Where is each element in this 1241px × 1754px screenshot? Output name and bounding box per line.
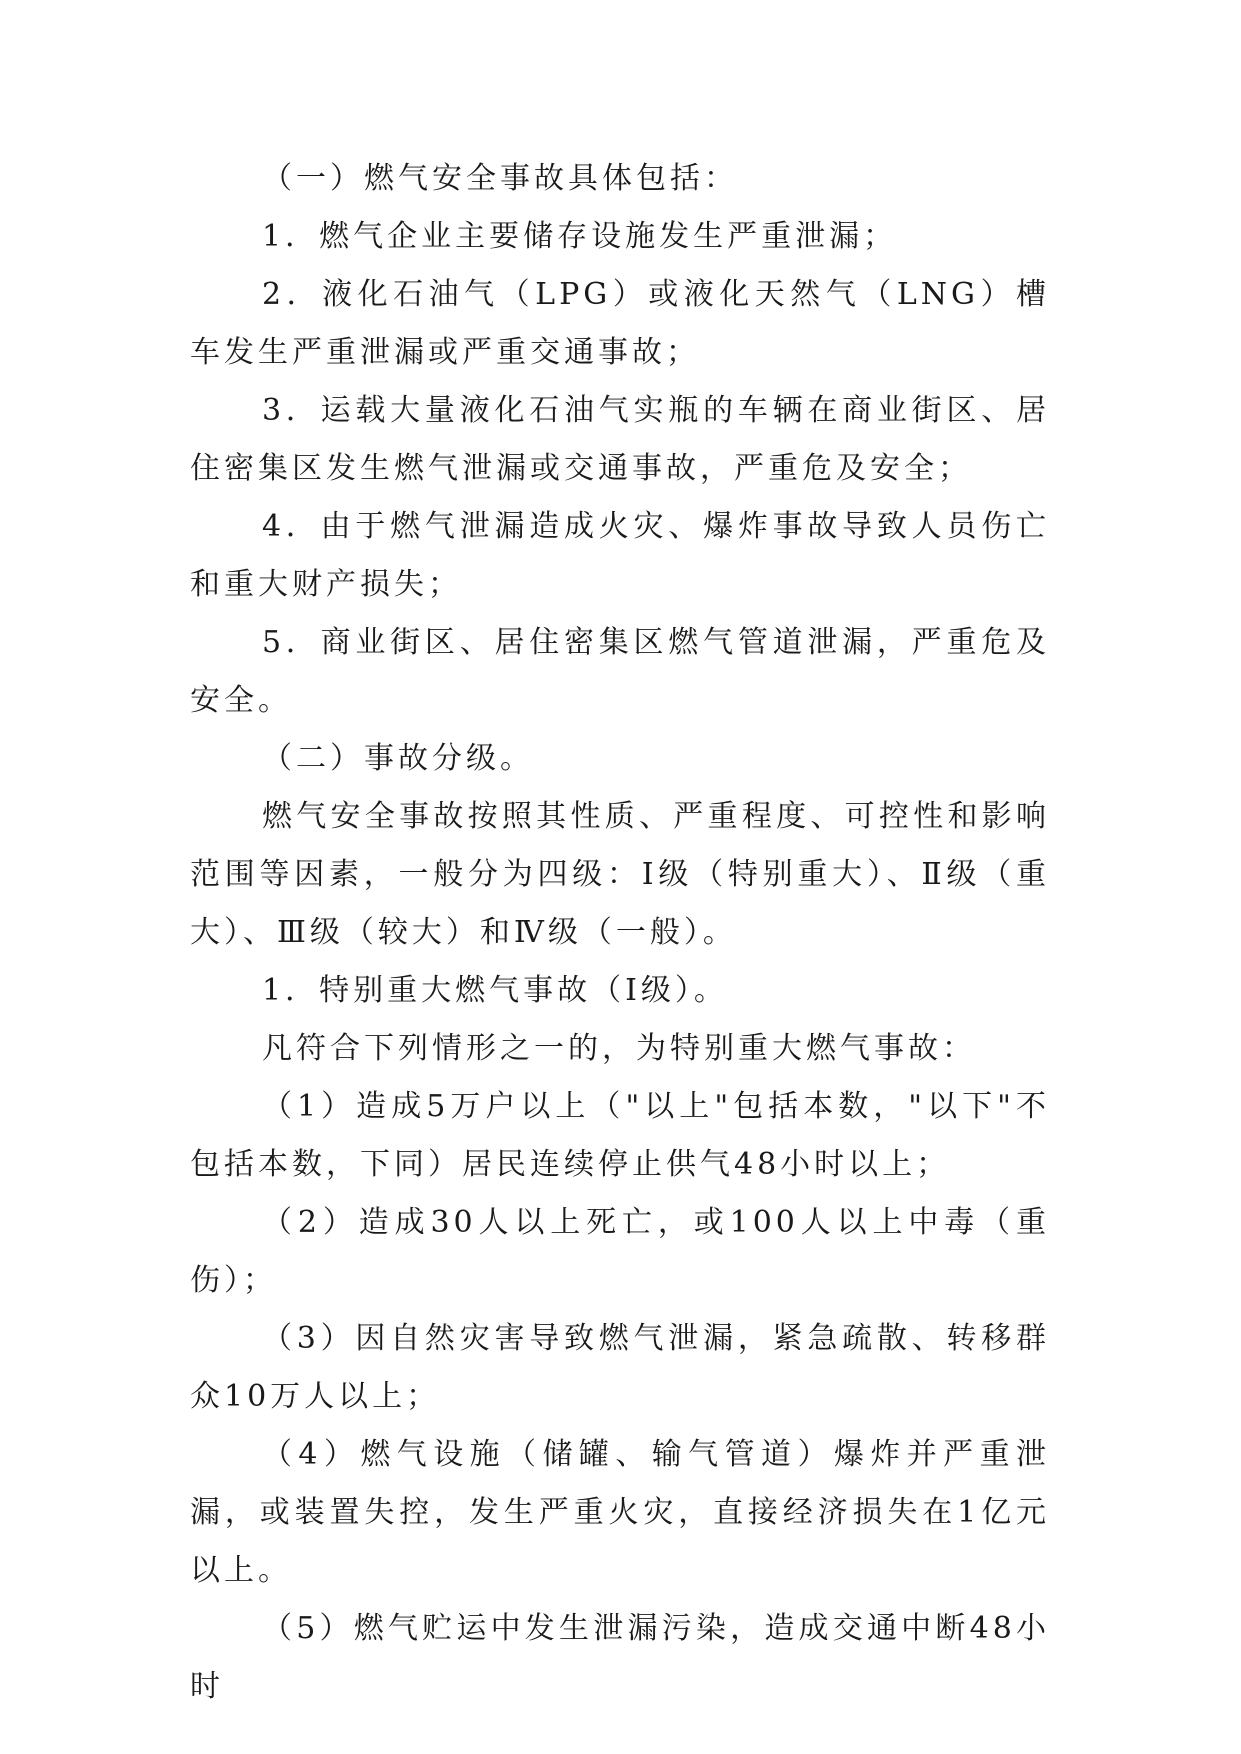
paragraph: 3．运载大量液化石油气实瓶的车辆在商业街区、居住密集区发生燃气泄漏或交通事故，严重危及安全；: [190, 393, 1050, 486]
paragraph: 5．商业街区、居住密集区燃气管道泄漏，严重危及安全。: [190, 625, 1050, 718]
paragraph: 2．液化石油气（LPG）或液化天然气（LNG）槽车发生严重泄漏或严重交通事故；: [190, 277, 1050, 370]
paragraph: （1）造成5万户以上（"以上"包括本数，"以下"不包括本数，下同）居民连续停止供气48小时以上；: [190, 1089, 1050, 1182]
paragraph: 1．特别重大燃气事故（Ⅰ级）。: [262, 973, 728, 1008]
paragraph: （一）燃气安全事故具体包括：: [262, 161, 738, 196]
paragraph: 4．由于燃气泄漏造成火灾、爆炸事故导致人员伤亡和重大财产损失；: [190, 509, 1050, 602]
paragraph: （5）燃气贮运中发生泄漏污染，造成交通中断48小时: [190, 1611, 1050, 1704]
paragraph: 燃气安全事故按照其性质、严重程度、可控性和影响范围等因素，一般分为四级：Ⅰ级（特别重大）、Ⅱ级（重大）、Ⅲ级（较大）和Ⅳ级（一般）。: [190, 799, 1050, 950]
document-body: [190, 150, 1050, 1716]
paragraph: （3）因自然灾害导致燃气泄漏，紧急疏散、转移群众10万人以上；: [190, 1321, 1050, 1414]
paragraph: （4）燃气设施（储罐、输气管道）爆炸并严重泄漏，或装置失控，发生严重火灾，直接经济损失在1亿元以上。: [190, 1437, 1050, 1588]
paragraph: （2）造成30人以上死亡，或100人以上中毒（重伤）；: [190, 1205, 1050, 1298]
paragraph: 凡符合下列情形之一的，为特别重大燃气事故：: [262, 1031, 976, 1066]
paragraph: 1．燃气企业主要储存设施发生严重泄漏；: [262, 219, 898, 254]
paragraph: （二）事故分级。: [262, 741, 534, 776]
